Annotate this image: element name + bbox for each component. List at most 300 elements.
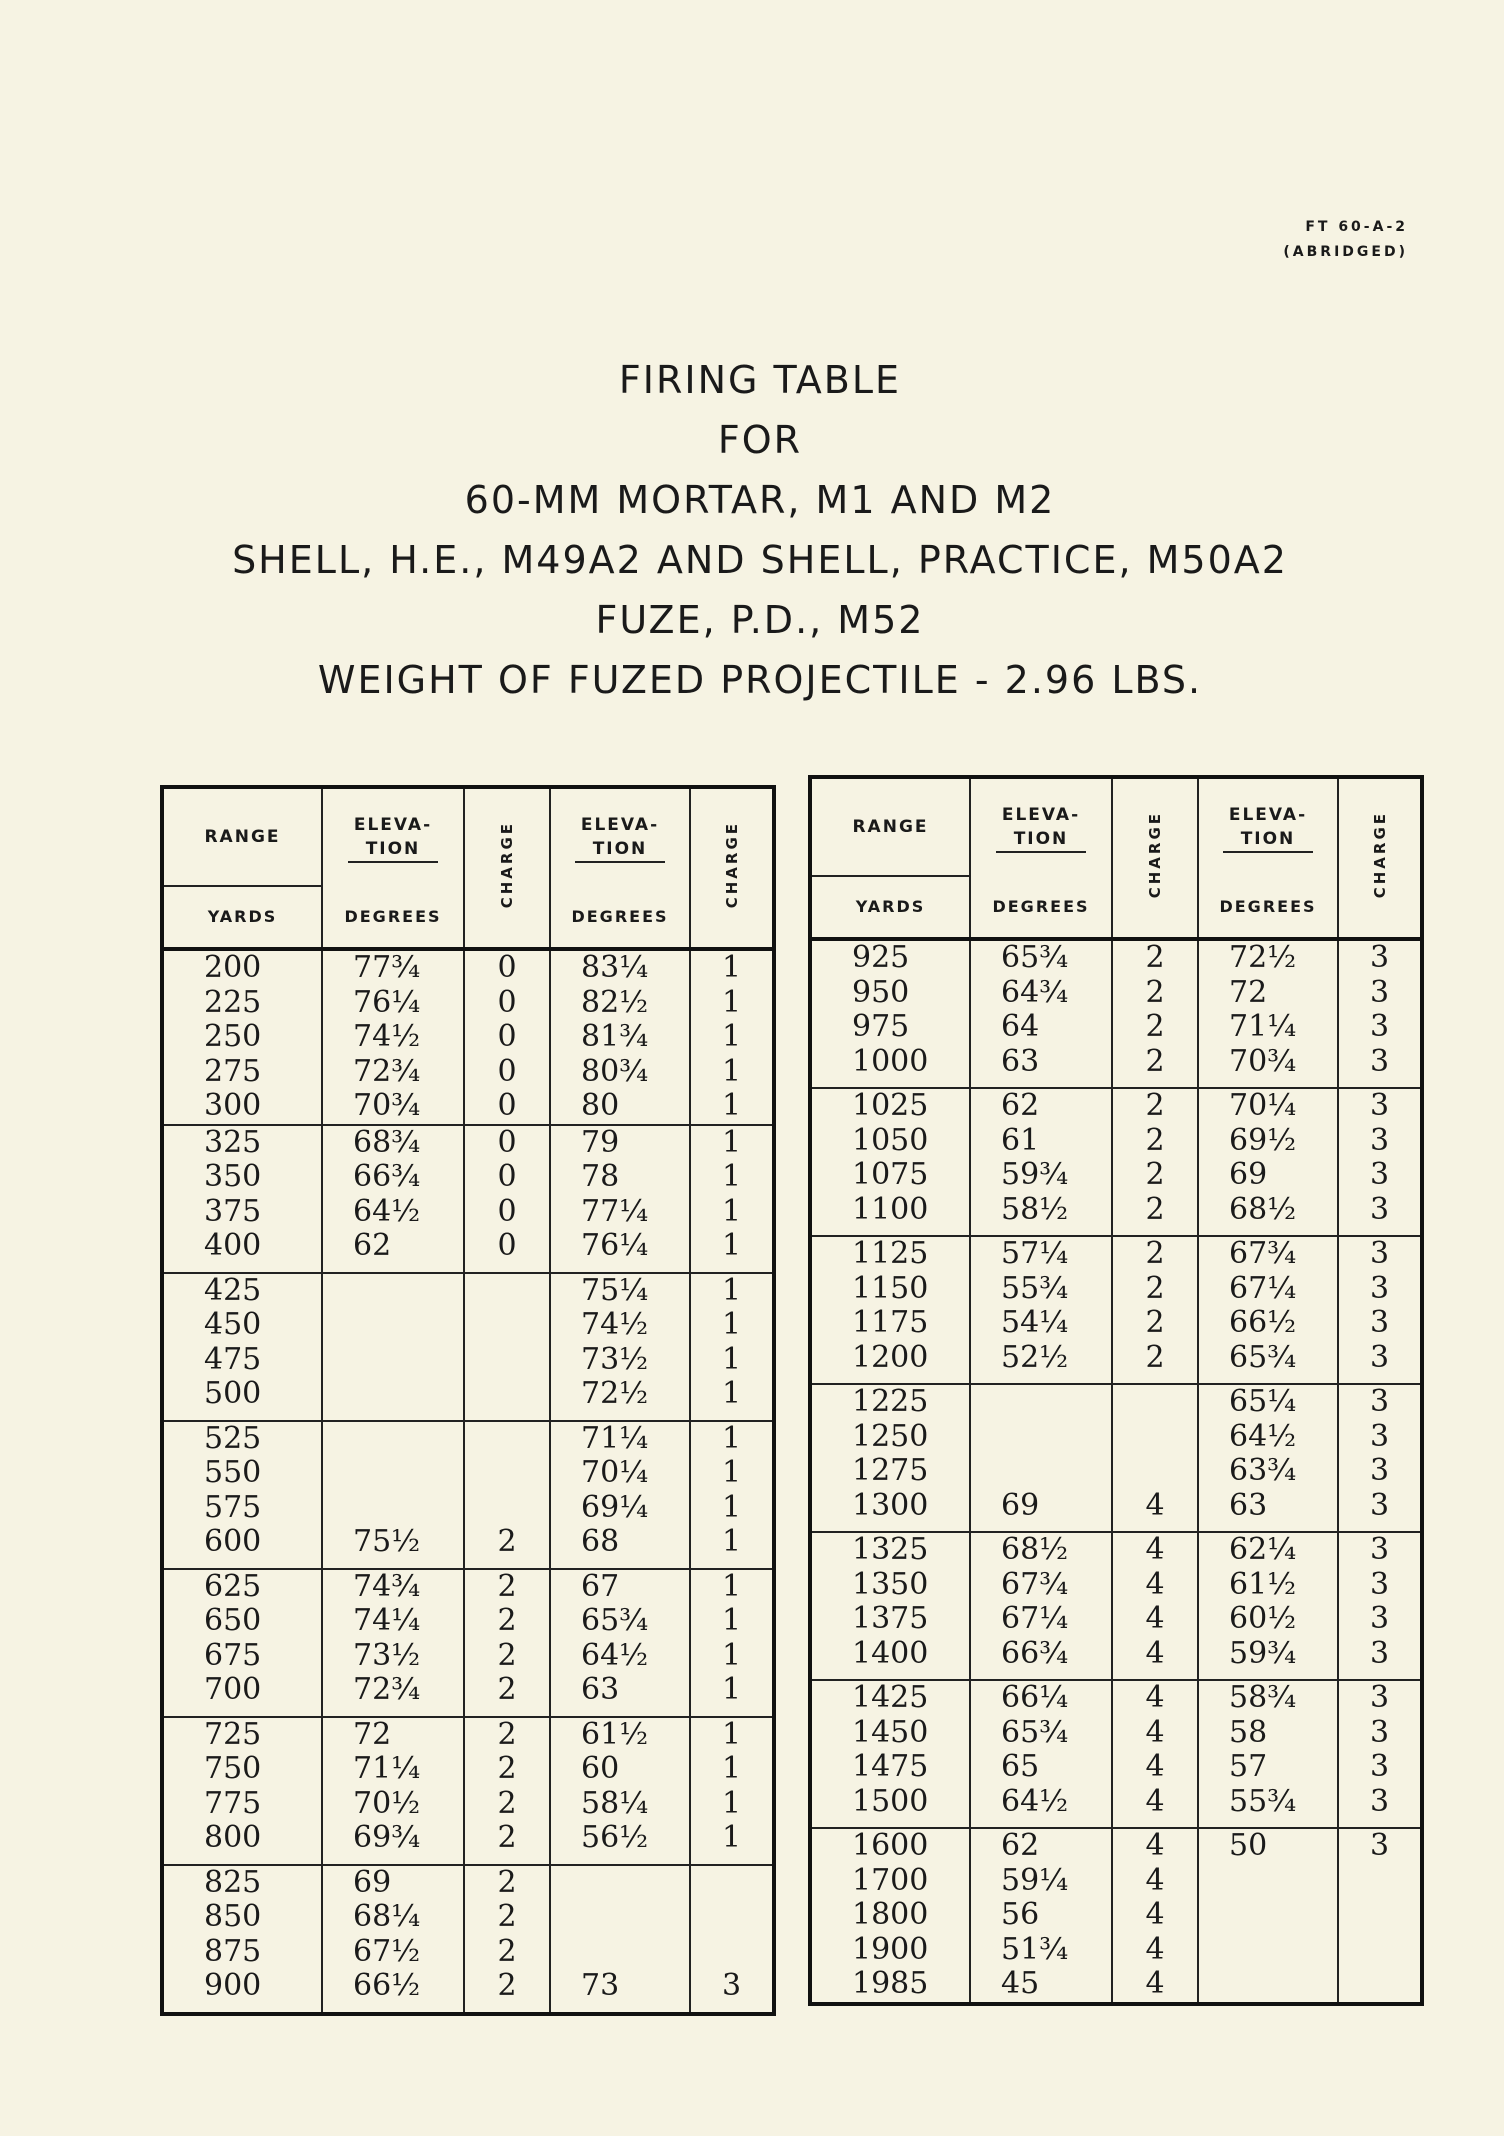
table-value: 3 — [1369, 1384, 1390, 1419]
table-value: 1 — [721, 1341, 742, 1377]
range-cell — [810, 939, 970, 1088]
table-value: 1150 — [852, 1270, 929, 1306]
charge-cell — [1112, 1384, 1198, 1532]
table-value: 81¾ — [581, 1019, 649, 1054]
table-value: 69 — [1229, 1157, 1268, 1192]
table-value: 1000 — [852, 1043, 929, 1079]
table-value: 1985 — [852, 1966, 929, 2001]
charge-label: CHARGE — [498, 820, 516, 909]
table-row-group — [810, 1384, 1422, 1532]
table-value: 1200 — [852, 1339, 929, 1375]
table-value: 1 — [721, 1124, 742, 1160]
table-value: 1175 — [852, 1305, 929, 1340]
table-value: 67 — [581, 1568, 620, 1604]
table-value: 1 — [721, 950, 742, 985]
table-value: 1700 — [852, 1862, 929, 1898]
table-value: 4 — [1145, 1487, 1165, 1523]
charge-cell — [1338, 1236, 1422, 1384]
table-value: 0 — [497, 1228, 517, 1263]
table-value: 58¼ — [581, 1785, 649, 1821]
charge-label: CHARGE — [722, 820, 741, 909]
left-firing-table — [160, 785, 776, 2016]
table-value: 1325 — [852, 1532, 929, 1567]
table-value: 1 — [721, 1228, 742, 1263]
range-cell — [162, 1865, 322, 2014]
table-row-group — [162, 1865, 774, 2014]
charge-header — [1112, 777, 1198, 939]
charge-cell — [464, 1125, 550, 1273]
table-value: 1 — [721, 1019, 742, 1054]
table-value: 64 — [1001, 1009, 1040, 1044]
table-value: 2 — [497, 1524, 517, 1559]
table-value — [1001, 1454, 1111, 1489]
table-value: 66¼ — [1001, 1680, 1069, 1715]
table-value: 3 — [1369, 940, 1390, 975]
table-value — [581, 1900, 689, 1935]
charge-cell — [1112, 1680, 1198, 1828]
table-value: 600 — [204, 1524, 262, 1559]
table-value: 4 — [1145, 1680, 1165, 1715]
table-value — [353, 1377, 463, 1412]
table-value — [465, 1308, 549, 1343]
table-value: 1100 — [852, 1191, 929, 1227]
title-line: WEIGHT OF FUZED PROJECTILE - 2.96 LBS. — [317, 658, 1203, 702]
range-cell — [810, 1236, 970, 1384]
range-cell — [810, 1828, 970, 2004]
table-value: 625 — [204, 1568, 262, 1604]
title-line: 60-MM MORTAR, M1 AND M2 — [464, 478, 1056, 522]
table-value: 68½ — [1229, 1191, 1297, 1227]
header-row — [810, 777, 1422, 876]
charge-cell — [690, 1569, 774, 1717]
charge-header — [690, 787, 774, 949]
table-value: 2 — [497, 1672, 517, 1707]
table-value: 1 — [721, 1272, 742, 1308]
table-value: 3 — [1369, 1088, 1390, 1123]
table-value: 73½ — [353, 1637, 421, 1673]
table-value: 52½ — [1001, 1339, 1069, 1375]
table-value: 4 — [1145, 1897, 1165, 1932]
table-value: 61 — [1001, 1122, 1040, 1158]
table-value — [353, 1308, 463, 1343]
table-value: 61½ — [581, 1716, 649, 1752]
table-value: 76¼ — [581, 1228, 649, 1263]
table-value: 4 — [1145, 1635, 1165, 1671]
table-value — [1229, 1864, 1337, 1899]
table-value: 1 — [721, 1672, 742, 1707]
elevation-label: ELEVA- TION — [1223, 803, 1313, 853]
table-value — [1113, 1420, 1197, 1455]
table-row-group — [810, 1828, 1422, 2004]
charge-cell — [1338, 1532, 1422, 1680]
table-value: 2 — [1145, 1009, 1165, 1044]
charge-cell — [690, 1717, 774, 1865]
table-value: 3 — [1369, 1157, 1390, 1192]
charge-cell — [464, 1717, 550, 1865]
table-value: 1 — [721, 1193, 742, 1229]
table-value: 73½ — [581, 1341, 649, 1377]
table-value: 57¼ — [1001, 1236, 1069, 1271]
table-value: 79 — [581, 1124, 620, 1160]
table-value: 2 — [1145, 1122, 1165, 1158]
table-value: 2 — [497, 1637, 517, 1673]
charge-cell — [1112, 1532, 1198, 1680]
range-cell — [810, 1532, 970, 1680]
table-value: 4 — [1145, 1862, 1165, 1898]
elevation-cell — [550, 1273, 690, 1421]
degrees-label: DEGREES — [992, 896, 1090, 916]
table-value: 4 — [1145, 1931, 1165, 1967]
title-line: FOR — [717, 418, 803, 462]
table-value: 1425 — [852, 1680, 929, 1715]
charge-cell — [690, 949, 774, 1125]
elevation-cell — [1198, 1236, 1338, 1384]
table-value: 72¾ — [353, 1053, 421, 1089]
table-value: 975 — [852, 1009, 910, 1044]
table-value: 450 — [204, 1307, 262, 1342]
table-value: 0 — [497, 950, 517, 985]
table-value — [1339, 1933, 1420, 1968]
table-value: 2 — [497, 1899, 517, 1934]
range-header — [162, 787, 322, 886]
table-row-group — [810, 1680, 1422, 1828]
table-value: 900 — [204, 1968, 262, 2003]
table-value: 2 — [1145, 1043, 1165, 1079]
table-value: 56½ — [581, 1820, 649, 1855]
table-value: 68½ — [1001, 1532, 1069, 1567]
degrees-label: DEGREES — [344, 906, 442, 926]
charge-cell — [690, 1421, 774, 1569]
yards-header — [810, 876, 970, 939]
table-value — [353, 1343, 463, 1378]
range-header — [810, 777, 970, 876]
elevation-cell — [1198, 1088, 1338, 1236]
table-value: 73 — [581, 1968, 620, 2003]
charge-cell — [1338, 1384, 1422, 1532]
table-value: 825 — [204, 1864, 262, 1900]
table-value: 1 — [721, 1489, 742, 1525]
table-value: 77¼ — [581, 1193, 649, 1229]
table-value: 1375 — [852, 1601, 929, 1636]
elevation-cell — [970, 1384, 1112, 1532]
table-value: 62 — [1001, 1088, 1040, 1123]
table-value: 3 — [1369, 1680, 1390, 1715]
charge-cell — [690, 1865, 774, 2014]
table-value: 225 — [204, 984, 262, 1020]
table-value: 1 — [721, 1568, 742, 1604]
table-value: 67¼ — [1001, 1601, 1069, 1636]
table-value: 1 — [721, 1637, 742, 1673]
range-cell — [162, 949, 322, 1125]
table-value: 575 — [204, 1489, 262, 1525]
elevation-label: ELEVA- TION — [348, 813, 438, 863]
table-value: 925 — [852, 940, 910, 975]
table-value: 2 — [497, 1603, 517, 1638]
table-value: 550 — [204, 1455, 262, 1490]
table-value: 68¾ — [353, 1124, 421, 1160]
charge-cell — [1338, 1088, 1422, 1236]
elevation-cell — [970, 1532, 1112, 1680]
table-value: 2 — [1145, 1236, 1165, 1271]
table-value: 69½ — [1229, 1122, 1297, 1158]
table-value: 0 — [497, 1053, 517, 1089]
table-value — [1113, 1385, 1197, 1420]
table-value: 0 — [497, 1193, 517, 1229]
table-value: 1 — [721, 1053, 742, 1089]
table-value: 1050 — [852, 1122, 929, 1158]
table-value: 0 — [497, 1088, 517, 1123]
table-value: 1 — [721, 1785, 742, 1821]
table-value: 250 — [204, 1019, 262, 1054]
table-value: 2 — [497, 1968, 517, 2003]
charge-cell — [1338, 1828, 1422, 2004]
table-value — [465, 1343, 549, 1378]
charge-cell — [1112, 939, 1198, 1088]
table-value: 500 — [204, 1376, 262, 1411]
table-value: 2 — [1145, 1270, 1165, 1306]
elevation-cell — [550, 1865, 690, 2014]
table-value — [465, 1422, 549, 1457]
table-value: 725 — [204, 1716, 262, 1752]
table-value: 2 — [497, 1864, 517, 1900]
table-row-group — [810, 1236, 1422, 1384]
table-value: 1 — [721, 1751, 742, 1786]
table-value: 700 — [204, 1672, 262, 1707]
table-value: 0 — [497, 984, 517, 1020]
table-value — [581, 1866, 689, 1901]
table-value: 3 — [1369, 1191, 1390, 1227]
table-value: 65¾ — [1001, 940, 1069, 975]
range-cell — [810, 1088, 970, 1236]
table-value: 65¾ — [1001, 1714, 1069, 1750]
table-value: 1 — [721, 1820, 742, 1855]
table-value — [1229, 1933, 1337, 1968]
table-value — [1229, 1898, 1337, 1933]
table-value — [465, 1274, 549, 1309]
table-value: 65 — [1001, 1749, 1040, 1784]
table-value: 750 — [204, 1751, 262, 1786]
table-value: 67¾ — [1229, 1236, 1297, 1271]
table-value: 200 — [204, 950, 262, 985]
table-row-group — [162, 1569, 774, 1717]
table-value — [1113, 1454, 1197, 1489]
charge-cell — [464, 1273, 550, 1421]
yards-label: YARDS — [207, 907, 278, 926]
table-value: 1800 — [852, 1897, 929, 1932]
table-value: 2 — [1145, 974, 1165, 1010]
charge-header — [1338, 777, 1422, 939]
table-value — [353, 1274, 463, 1309]
table-value: 2 — [497, 1751, 517, 1786]
table-value: 400 — [204, 1228, 262, 1263]
table-value: 68 — [581, 1524, 620, 1559]
table-value: 69¾ — [353, 1820, 421, 1855]
table-value: 67½ — [353, 1933, 421, 1969]
degrees-label: DEGREES — [571, 906, 669, 926]
table-value: 850 — [204, 1899, 262, 1934]
range-cell — [162, 1273, 322, 1421]
elevation-cell — [1198, 939, 1338, 1088]
elevation-cell — [970, 939, 1112, 1088]
table-value — [353, 1456, 463, 1491]
table-value: 375 — [204, 1193, 262, 1229]
charge-cell — [1112, 1236, 1198, 1384]
table-value: 2 — [1145, 1305, 1165, 1340]
table-value: 2 — [497, 1568, 517, 1604]
title-block — [60, 350, 1460, 710]
table-value: 68¼ — [353, 1899, 421, 1934]
table-value: 0 — [497, 1019, 517, 1054]
charge-label: CHARGE — [1370, 810, 1389, 899]
table-value: 72¾ — [353, 1672, 421, 1707]
table-value: 58¾ — [1229, 1680, 1297, 1715]
degrees-header — [550, 886, 690, 949]
table-value: 63 — [1229, 1487, 1268, 1523]
table-value — [1001, 1385, 1111, 1420]
table-value: 83¼ — [581, 950, 649, 985]
table-value: 1 — [721, 1524, 742, 1559]
charge-header — [464, 787, 550, 949]
table-value: 3 — [721, 1968, 742, 2003]
table-value: 82½ — [581, 984, 649, 1020]
table-value: 2 — [1145, 1339, 1165, 1375]
table-value: 69 — [353, 1864, 392, 1900]
table-value: 875 — [204, 1933, 262, 1969]
table-value: 1900 — [852, 1931, 929, 1967]
table-value: 1250 — [852, 1418, 929, 1454]
table-value: 3 — [1369, 1236, 1390, 1271]
table-value: 2 — [1145, 1191, 1165, 1227]
charge-cell — [464, 949, 550, 1125]
elevation-cell — [322, 1865, 464, 2014]
elevation-cell — [970, 1088, 1112, 1236]
table-value: 77¾ — [353, 950, 421, 985]
document-code-number: FT 60-A-2 — [1305, 219, 1408, 235]
range-cell — [162, 1125, 322, 1273]
table-value: 65¾ — [1229, 1339, 1297, 1375]
table-value: 55¾ — [1001, 1270, 1069, 1306]
table-value: 1 — [721, 984, 742, 1020]
elevation-cell — [322, 1421, 464, 1569]
range-cell — [162, 1717, 322, 1865]
table-value: 1300 — [852, 1487, 929, 1523]
table-value: 66½ — [353, 1968, 421, 2003]
table-value: 3 — [1369, 1270, 1390, 1306]
elevation-cell — [550, 1421, 690, 1569]
table-value — [1229, 1967, 1337, 2002]
table-value: 2 — [497, 1716, 517, 1752]
table-value: 65¼ — [1229, 1384, 1297, 1419]
table-value: 63¾ — [1229, 1453, 1297, 1488]
elevation-header — [550, 787, 690, 886]
table-value: 62¼ — [1229, 1532, 1297, 1567]
table-row-group — [162, 949, 774, 1125]
range-label: RANGE — [852, 817, 929, 837]
document-code — [1283, 215, 1408, 265]
table-value — [691, 1935, 772, 1970]
table-row-group — [162, 1421, 774, 1569]
elevation-cell — [550, 949, 690, 1125]
charge-label: CHARGE — [1146, 810, 1164, 899]
charge-cell — [464, 1865, 550, 2014]
table-value: 72½ — [1229, 940, 1297, 975]
table-value: 75½ — [353, 1524, 421, 1559]
table-value: 62 — [1001, 1828, 1040, 1863]
right-firing-table — [808, 775, 1424, 2006]
table-value: 62 — [353, 1228, 392, 1263]
table-value: 1475 — [852, 1749, 929, 1784]
table-value: 74½ — [581, 1307, 649, 1342]
table-value: 2 — [497, 1820, 517, 1855]
title-line: FIRING TABLE — [618, 358, 902, 402]
range-cell — [162, 1421, 322, 1569]
table-value: 76¼ — [353, 984, 421, 1020]
table-value — [465, 1456, 549, 1491]
table-value: 72 — [1229, 974, 1268, 1010]
table-value — [1001, 1420, 1111, 1455]
yards-header — [162, 886, 322, 949]
table-value: 80¾ — [581, 1053, 649, 1089]
elevation-cell — [322, 1569, 464, 1717]
table-value: 0 — [497, 1124, 517, 1160]
table-value: 4 — [1145, 1532, 1165, 1567]
table-value: 4 — [1145, 1749, 1165, 1784]
elevation-cell — [1198, 1384, 1338, 1532]
document-code-note: (ABRIDGED) — [1283, 244, 1408, 260]
table-row-group — [810, 1532, 1422, 1680]
title-line: FUZE, P.D., M52 — [595, 598, 925, 642]
table-value: 3 — [1369, 1532, 1390, 1567]
charge-cell — [1338, 1680, 1422, 1828]
degrees-label: DEGREES — [1219, 896, 1317, 916]
table-value: 60½ — [1229, 1601, 1297, 1636]
table-value: 1 — [721, 1716, 742, 1752]
table-value — [691, 1866, 772, 1901]
range-cell — [810, 1384, 970, 1532]
table-value: 1 — [721, 1603, 742, 1638]
table-value: 72½ — [581, 1376, 649, 1411]
charge-cell — [464, 1421, 550, 1569]
table-value: 74¾ — [353, 1568, 421, 1604]
table-value: 67¼ — [1229, 1270, 1297, 1306]
table-value: 55¾ — [1229, 1783, 1297, 1819]
elevation-label: ELEVA- TION — [996, 803, 1086, 853]
firing-table — [808, 775, 1424, 2006]
table-value: 45 — [1001, 1966, 1040, 2001]
charge-cell — [464, 1569, 550, 1717]
degrees-header — [970, 876, 1112, 939]
title-line: SHELL, H.E., M49A2 AND SHELL, PRACTICE, M50A2 — [232, 538, 1288, 582]
charge-cell — [1338, 939, 1422, 1088]
header-row — [162, 787, 774, 886]
table-value: 3 — [1369, 1453, 1390, 1488]
table-value: 0 — [497, 1159, 517, 1194]
table-value: 275 — [204, 1053, 262, 1089]
table-value: 3 — [1369, 1828, 1390, 1863]
table-value: 2 — [497, 1933, 517, 1969]
elevation-cell — [970, 1828, 1112, 2004]
degrees-header — [322, 886, 464, 949]
table-value — [1339, 1864, 1420, 1899]
table-value: 950 — [852, 974, 910, 1010]
table-value: 69¼ — [581, 1489, 649, 1525]
table-value: 4 — [1145, 1966, 1165, 2001]
table-value: 800 — [204, 1820, 262, 1855]
table-value: 80 — [581, 1088, 620, 1123]
table-value — [353, 1422, 463, 1457]
table-value: 1 — [721, 1420, 742, 1456]
table-value: 2 — [1145, 940, 1165, 975]
